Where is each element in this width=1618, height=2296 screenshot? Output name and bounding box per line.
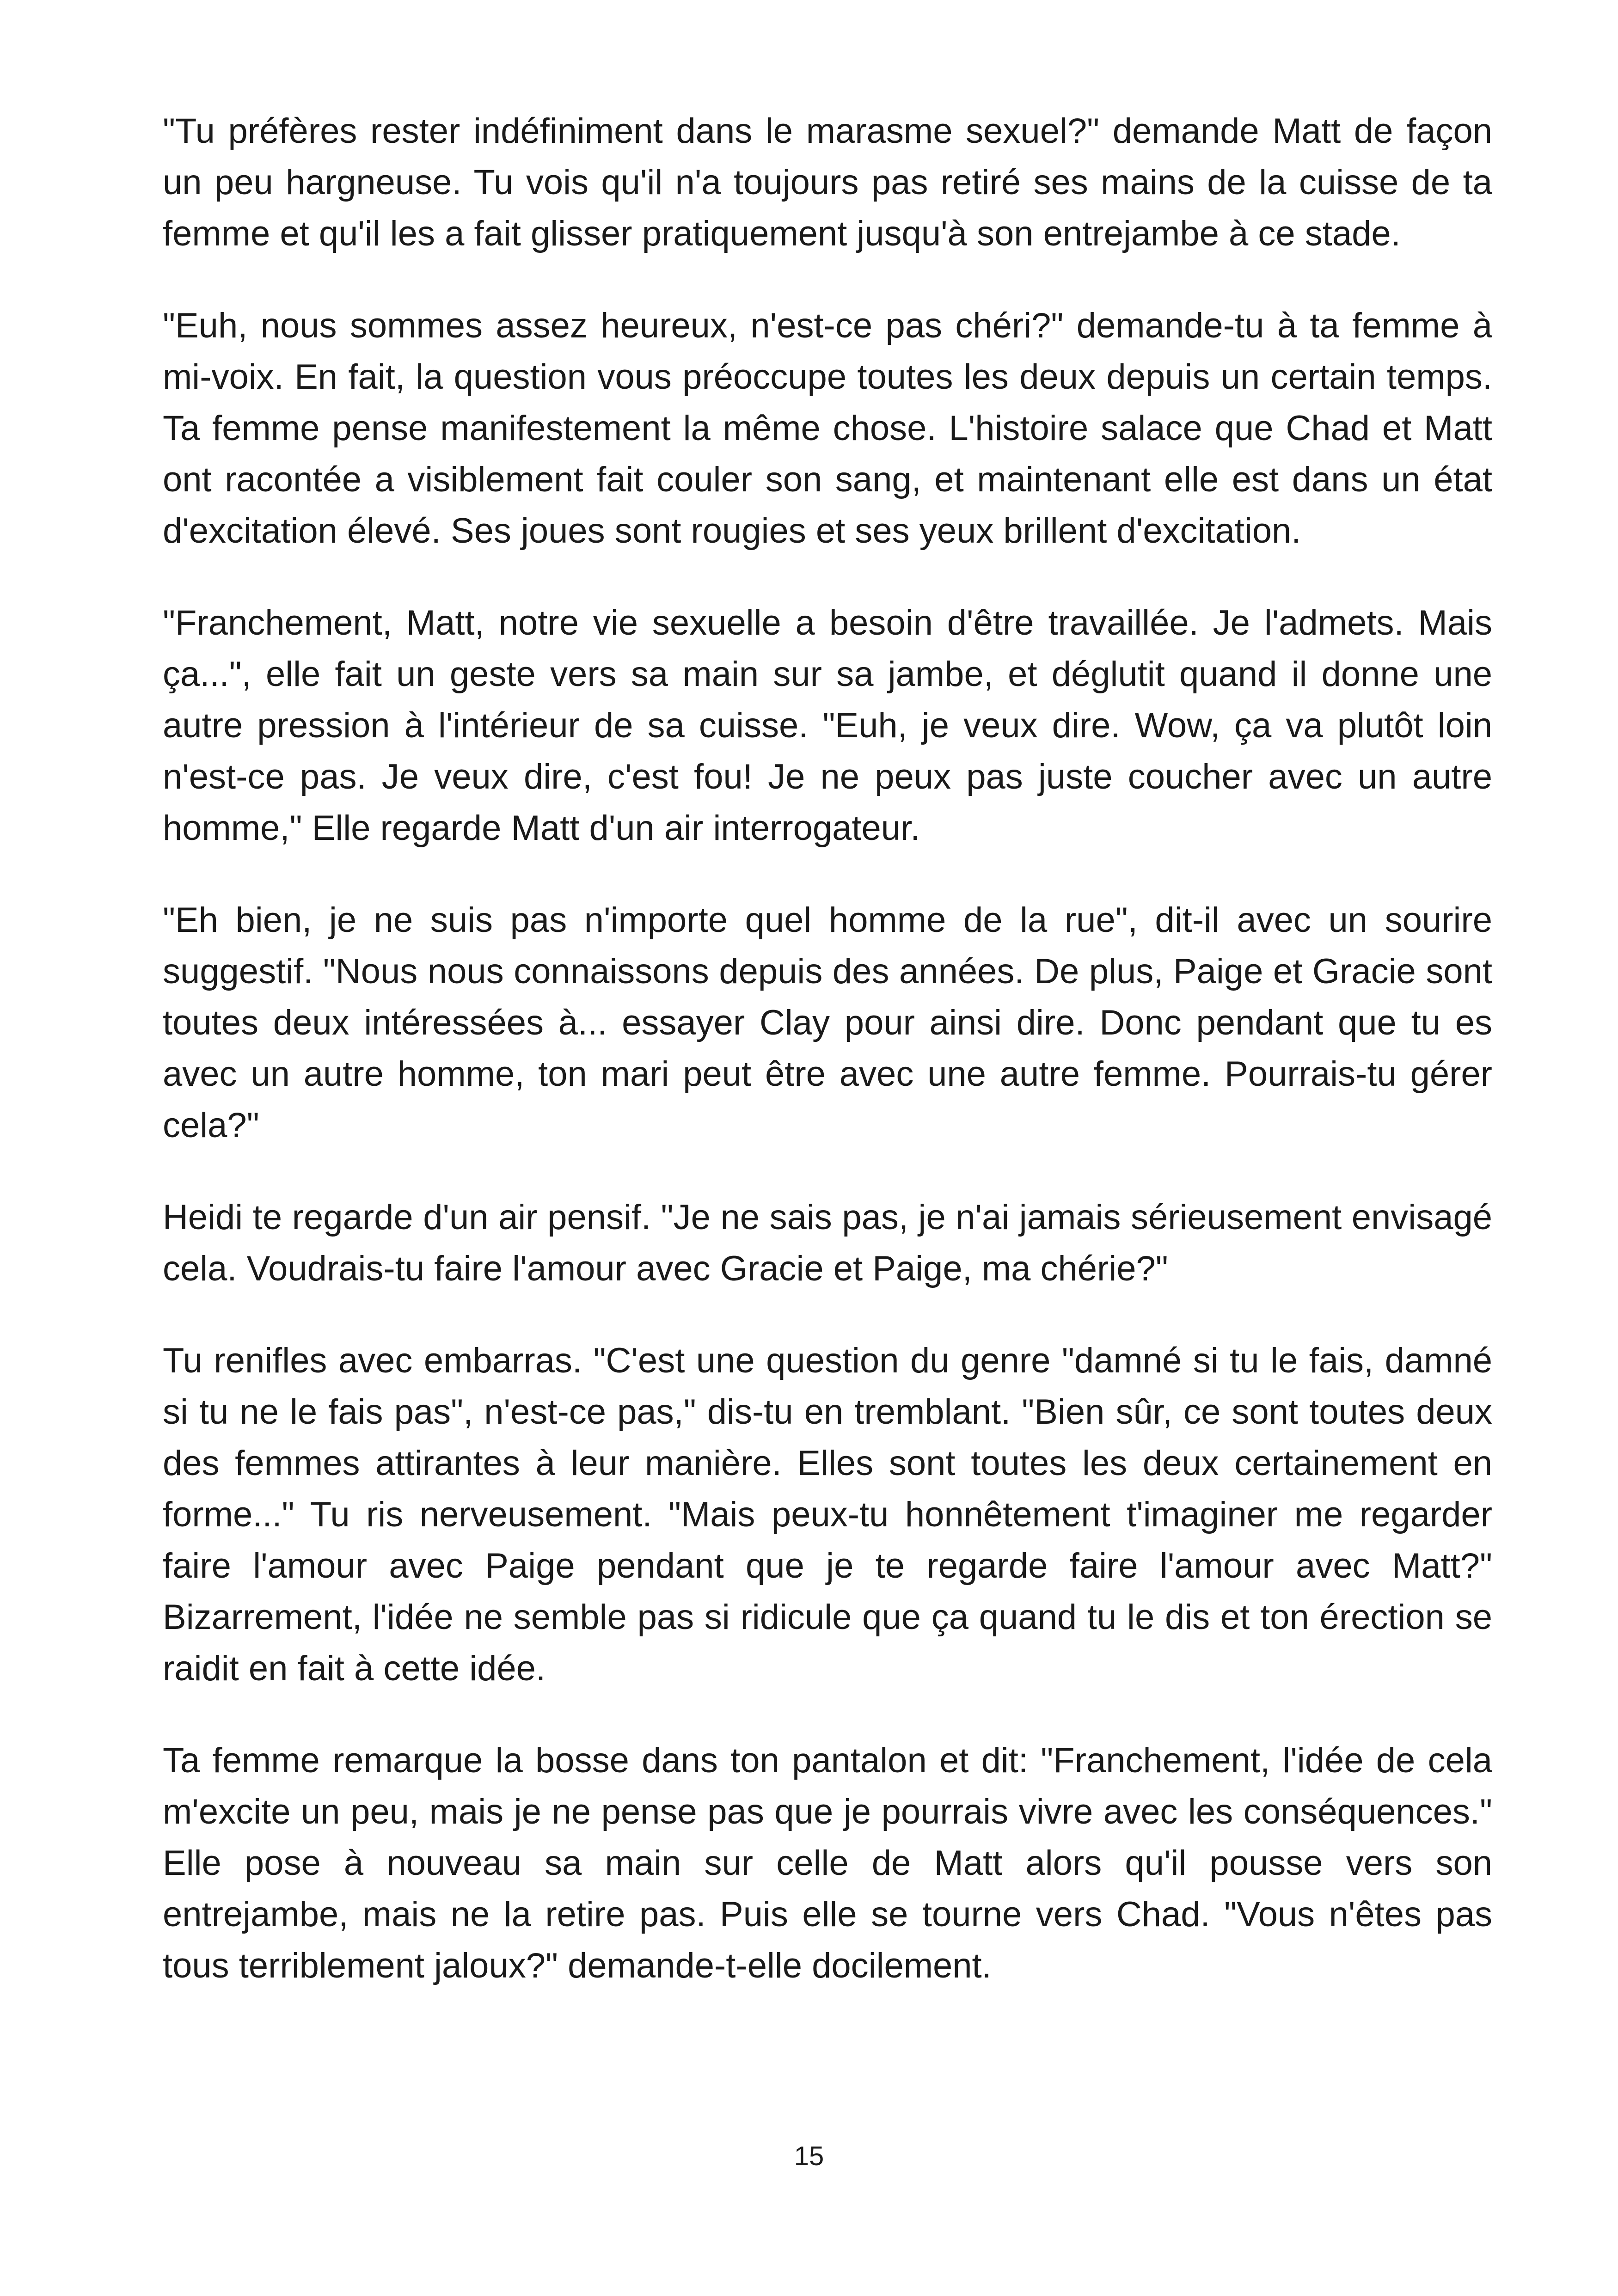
page-number: 15 bbox=[794, 2141, 824, 2171]
paragraph-3: "Franchement, Matt, notre vie sexuelle a besoin d'être travaillée. Je l'admets. Mais ça...", elle fait un geste vers sa main sur sa jambe, et déglutit quand il donne une autre pression à l'intérieur de sa cuisse. "Euh, je veux dire. Wow, ça va plutôt loin n'est-ce pas. Je veux dire, c'est fou! Je ne peux pas juste coucher avec un autre homme," Elle regarde Matt d'un air interrogateur. bbox=[163, 603, 1492, 848]
body-text bbox=[163, 105, 1492, 2032]
paragraph-7: Ta femme remarque la bosse dans ton pantalon et dit: "Franchement, l'idée de cela m'excite un peu, mais je ne pense pas que je pourrais vivre avec les conséquences." Elle pose à nouveau sa main sur celle de Matt alors qu'il pousse vers son entrejambe, mais ne la retire pas. Puis elle se tourne vers Chad. "Vous n'êtes pas tous terriblement jaloux?" demande-t-elle docilement. bbox=[163, 1741, 1492, 1985]
paragraph-4: "Eh bien, je ne suis pas n'importe quel homme de la rue", dit-il avec un sourire suggestif. "Nous nous connaissons depuis des années. De plus, Paige et Gracie sont toutes deux intéressées à... essayer Clay pour ainsi dire. Donc pendant que tu es avec un autre homme, ton mari peut être avec une autre femme. Pourrais-tu gérer cela?" bbox=[163, 900, 1492, 1145]
paragraph-2: "Euh, nous sommes assez heureux, n'est-ce pas chéri?" demande-tu à ta femme à mi-voix. En fait, la question vous préoccupe toutes les deux depuis un certain temps. Ta femme pense manifestement la même chose. L'histoire salace que Chad et Matt ont racontée a visiblement fait couler son sang, et maintenant elle est dans un état d'excitation élevé. Ses joues sont rougies et ses yeux brillent d'excitation. bbox=[163, 306, 1492, 551]
paragraph-6: Tu renifles avec embarras. "C'est une question du genre "damné si tu le fais, damné si tu ne le fais pas", n'est-ce pas," dis-tu en tremblant. "Bien sûr, ce sont toutes deux des femmes attirantes à leur manière. Elles sont toutes les deux certainement en forme..." Tu ris nerveusement. "Mais peux-tu honnêtement t'imaginer me regarder faire l'amour avec Paige pendant que je te regarde faire l'amour avec Matt?" Bizarrement, l'idée ne semble pas si ridicule que ça quand tu le dis et ton érection se raidit en fait à cette idée. bbox=[163, 1341, 1492, 1688]
paragraph-5: Heidi te regarde d'un air pensif. "Je ne sais pas, je n'ai jamais sérieusement envisagé cela. Voudrais-tu faire l'amour avec Gracie et Paige, ma chérie?" bbox=[163, 1198, 1492, 1288]
paragraph-1: "Tu préfères rester indéfiniment dans le marasme sexuel?" demande Matt de façon un peu hargneuse. Tu vois qu'il n'a toujours pas retiré ses mains de la cuisse de ta femme et qu'il les a fait glisser pratiquement jusqu'à son entrejambe à ce stade. bbox=[163, 111, 1492, 253]
